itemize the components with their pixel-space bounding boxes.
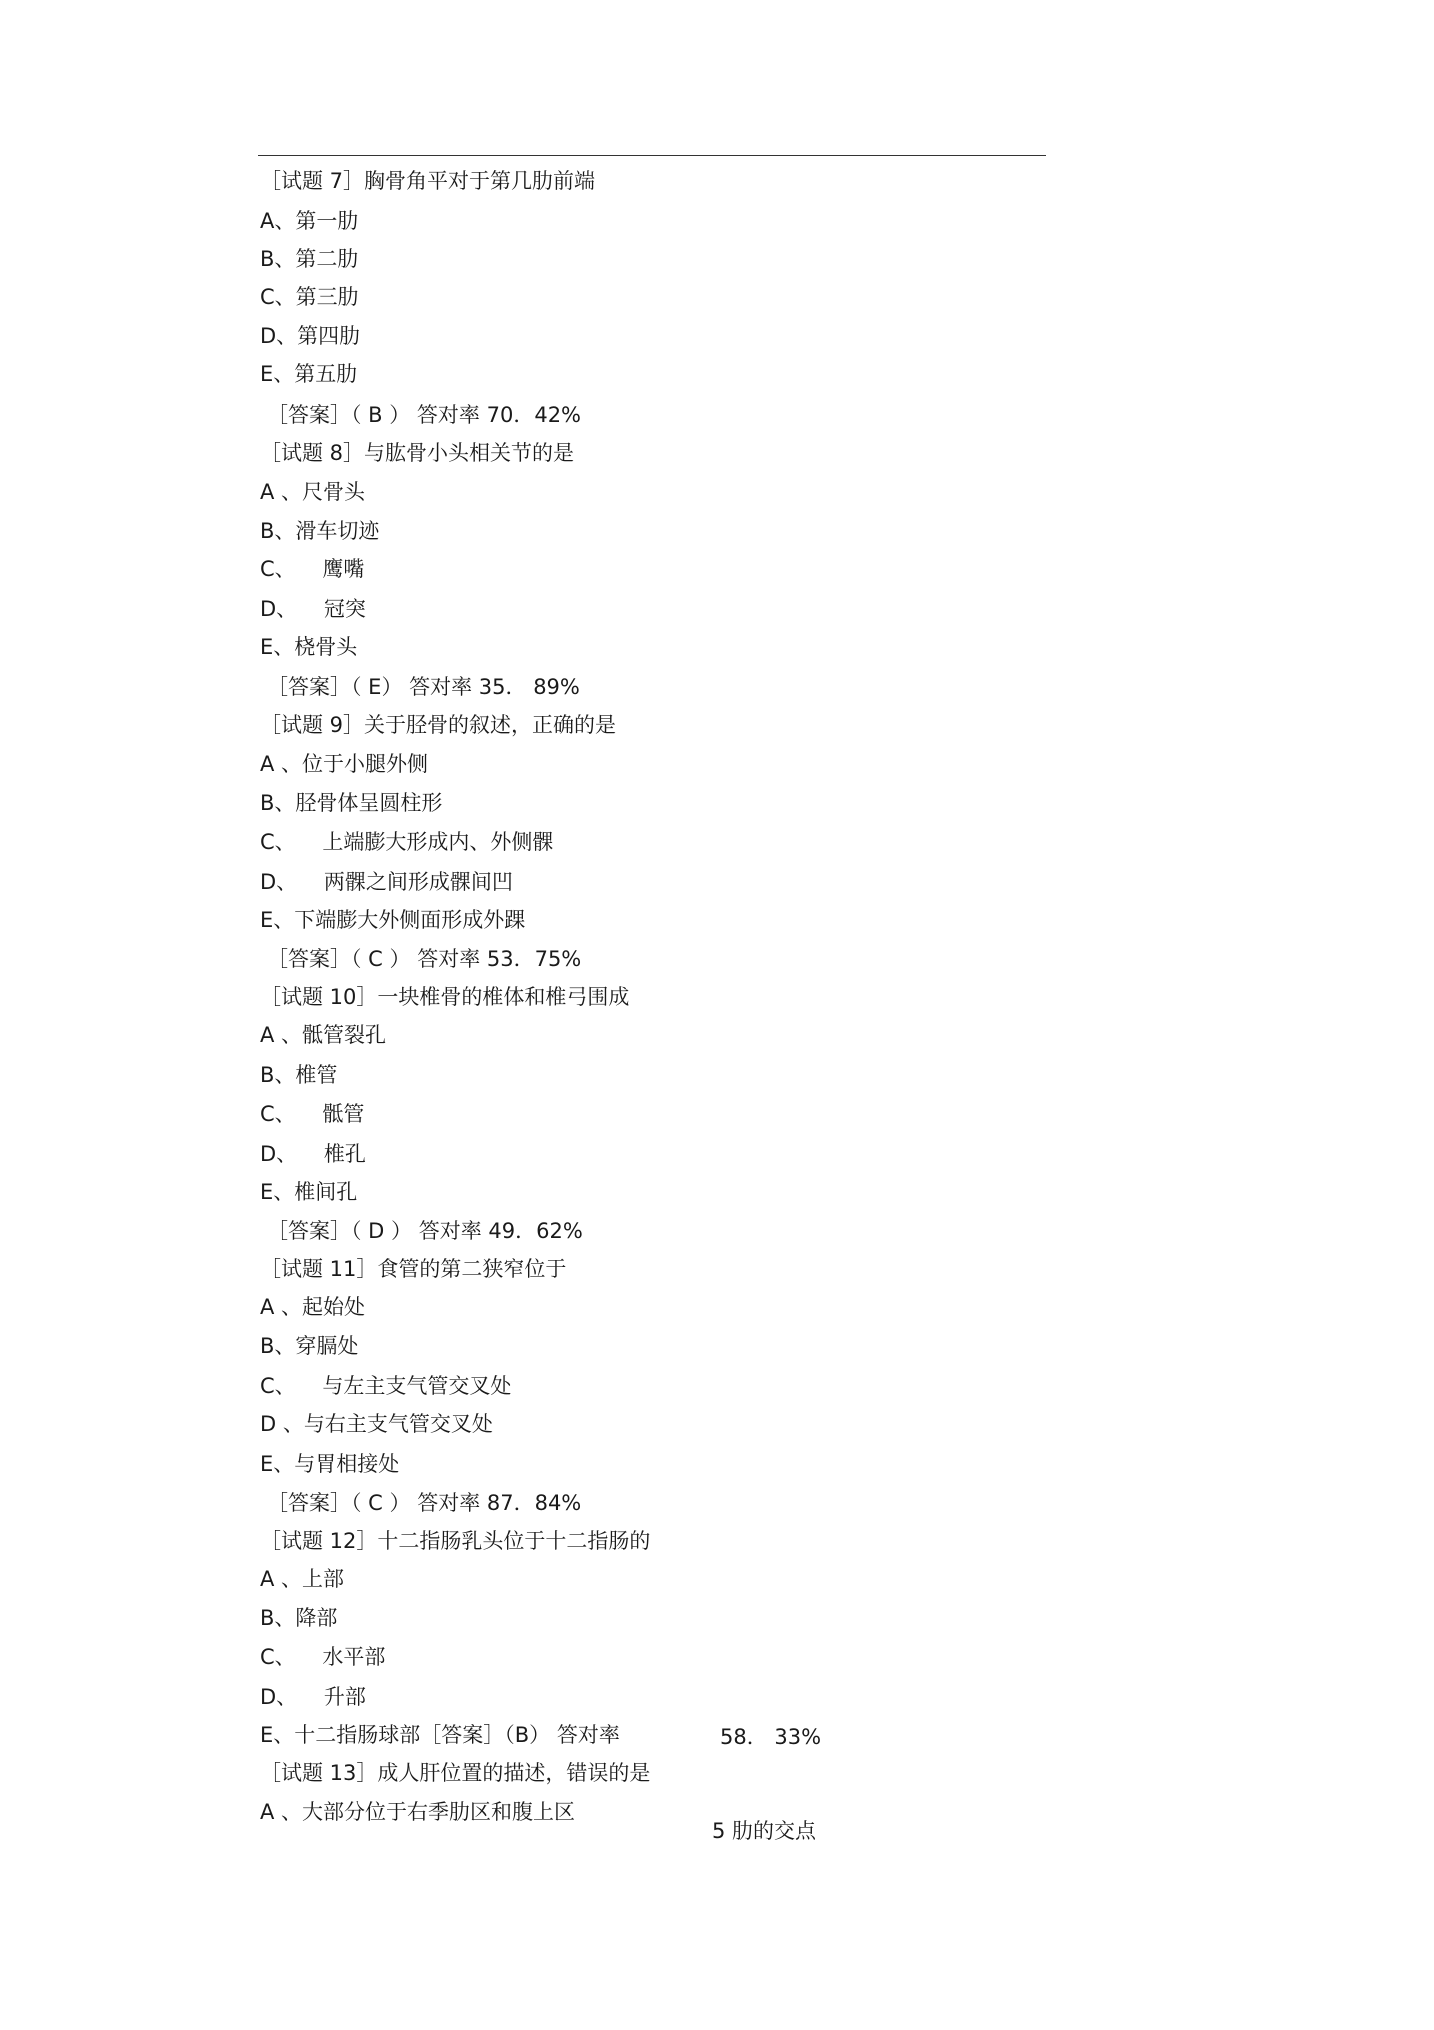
q13-stray-fragment: 5 肋的交点	[712, 1819, 817, 1843]
q9-option-a: A 、位于小腿外侧	[260, 752, 429, 776]
q7-option-a: A、第一肋	[260, 209, 359, 233]
q11-option-d: D 、与右主支气管交叉处	[260, 1412, 493, 1436]
q10-option-c: C、 骶管	[260, 1102, 365, 1126]
q9-option-e: E、下端膨大外侧面形成外踝	[260, 908, 526, 932]
q7-option-b: B、第二肋	[260, 247, 359, 271]
q12-answer-rate: 58． 33%	[720, 1725, 822, 1749]
q7-answer: ［答案］（ B ） 答对率 70．42%	[267, 403, 582, 427]
q8-option-d: D、 冠突	[260, 597, 366, 621]
q10-option-b: B、椎管	[260, 1063, 338, 1087]
q9-option-b: B、胫骨体呈圆柱形	[260, 791, 443, 815]
q10-option-e: E、椎间孔	[260, 1180, 358, 1204]
q12-option-c: C、 水平部	[260, 1645, 386, 1669]
question-12: ［试题 12］十二指肠乳头位于十二指肠的	[260, 1529, 651, 1553]
q10-option-a: A 、骶管裂孔	[260, 1023, 387, 1047]
question-7: ［试题 7］胸骨角平对于第几肋前端	[260, 169, 596, 193]
q12-option-d: D、 升部	[260, 1685, 366, 1709]
q11-answer: ［答案］（ C ） 答对率 87．84%	[267, 1491, 582, 1515]
q12-option-e-with-answer: E、十二指肠球部［答案］（B） 答对率	[260, 1723, 620, 1747]
q8-option-c: C、 鹰嘴	[260, 557, 365, 581]
q7-option-c: C、第三肋	[260, 285, 359, 309]
q8-option-e: E、桡骨头	[260, 635, 358, 659]
q12-option-b: B、降部	[260, 1606, 338, 1630]
question-8: ［试题 8］与肱骨小头相关节的是	[260, 441, 575, 465]
q8-option-b: B、滑车切迹	[260, 519, 380, 543]
q8-option-a: A 、尺骨头	[260, 480, 366, 504]
q7-option-d: D、第四肋	[260, 324, 361, 348]
q12-option-a: A 、上部	[260, 1567, 345, 1591]
q11-option-c: C、 与左主支气管交叉处	[260, 1374, 512, 1398]
question-11: ［试题 11］食管的第二狭窄位于	[260, 1257, 567, 1281]
question-10: ［试题 10］一块椎骨的椎体和椎弓围成	[260, 985, 630, 1009]
q10-answer: ［答案］（ D ） 答对率 49．62%	[267, 1219, 583, 1243]
q11-option-e: E、与胃相接处	[260, 1452, 400, 1476]
q9-option-d: D、 两髁之间形成髁间凹	[260, 870, 513, 894]
question-13: ［试题 13］成人肝位置的描述，错误的是	[260, 1761, 651, 1785]
q13-option-a: A 、大部分位于右季肋区和腹上区	[260, 1800, 576, 1824]
q8-answer: ［答案］（ E） 答对率 35． 89%	[267, 675, 580, 699]
q11-option-a: A 、起始处	[260, 1295, 366, 1319]
header-rule	[258, 155, 1046, 156]
q11-option-b: B、穿膈处	[260, 1334, 359, 1358]
q9-option-c: C、 上端膨大形成内、外侧髁	[260, 830, 554, 854]
q7-option-e: E、第五肋	[260, 362, 358, 386]
q9-answer: ［答案］（ C ） 答对率 53．75%	[267, 947, 582, 971]
q10-option-d: D、 椎孔	[260, 1142, 366, 1166]
question-9: ［试题 9］关于胫骨的叙述，正确的是	[260, 713, 617, 737]
